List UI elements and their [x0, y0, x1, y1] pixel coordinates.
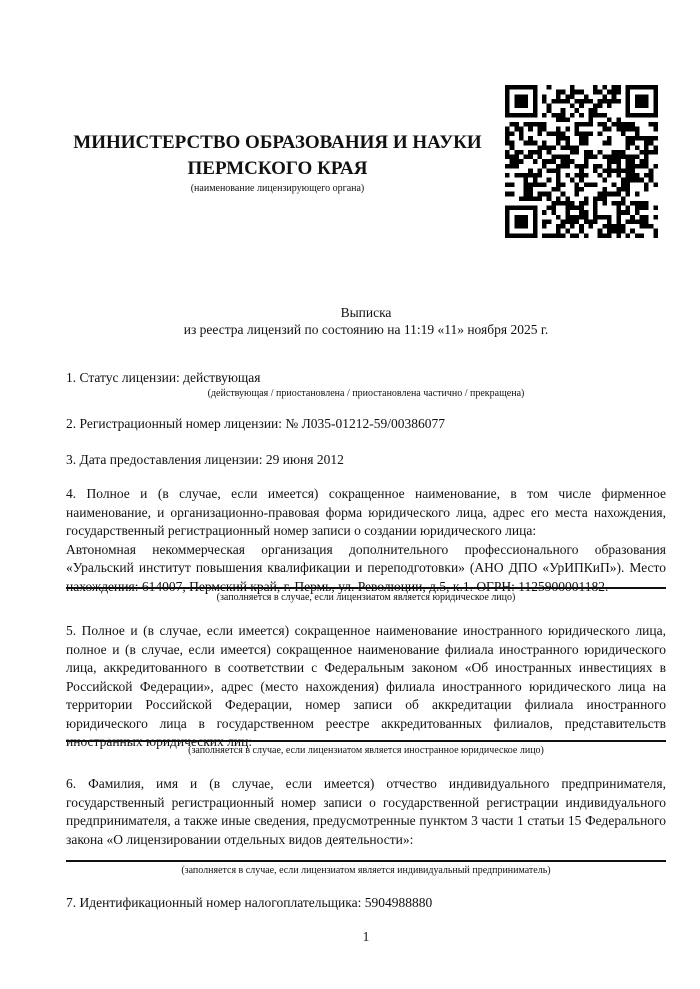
document-subtitle: из реестра лицензий по состоянию на 11:19 «11» ноября 2025 г.	[183, 322, 549, 337]
authority-note: (наименование лицензирующего органа)	[190, 183, 365, 194]
divider	[66, 587, 666, 589]
divider	[66, 740, 666, 742]
qr-modules	[505, 85, 658, 238]
license-status: 1. Статус лицензии: действующая	[66, 370, 261, 385]
licensing-authority-name	[60, 130, 495, 182]
entrepreneur-note: (заполняется в случае, если лицензиатом является индивидуальный предприниматель)	[181, 865, 551, 876]
authority-line-2: ПЕРМСКОГО КРАЯ	[187, 158, 368, 179]
legal-entity-value: Автономная некоммерческая организация дополнительного профессионального образования «Уральский институт повышения квалификации и переподготовки» (АНО ДПО «УрИПКиП»). Место нахождения: 614007, Пермский край, г. Пермь, ул. Революции, д.5, к.1. ОГРН: 1125900001182.	[66, 541, 666, 594]
page-number: 1	[362, 929, 370, 944]
authority-line-1: МИНИСТЕРСТВО ОБРАЗОВАНИЯ И НАУКИ	[73, 132, 482, 153]
document-title: Выписка	[340, 305, 392, 320]
inn: 7. Идентификационный номер налогоплательщика: 5904988880	[66, 895, 433, 910]
foreign-entity-note: (заполняется в случае, если лицензиатом является иностранное юридическое лицо)	[188, 745, 544, 756]
legal-entity-note: (заполняется в случае, если лицензиатом является юридическое лицо)	[216, 592, 516, 603]
divider	[66, 860, 666, 862]
legal-entity-section	[66, 485, 666, 596]
foreign-entity-label: 5. Полное и (в случае, если имеется) сокращенное наименование иностранного юридического лица, полное и (в случае, если имеется) сокращенное наименование филиала иностранного юридического лица, аккредитованного в соответствии с Федеральным законом «Об иностранных инвестициях в Российской Федерации», адрес (место нахождения) филиала иностранного юридического лица на территории Российской Федерации, номер записи об аккредитации филиала иностранного юридического лица в государственном реестре аккредитованных филиалов, представительств иностранных юридических лиц:	[66, 623, 666, 749]
license-status-note: (действующая / приостановлена / приостановлена частично / прекращена)	[207, 388, 525, 399]
qr-code	[505, 85, 658, 238]
license-date: 3. Дата предоставления лицензии: 29 июня 2012	[66, 452, 344, 467]
license-reg-number: 2. Регистрационный номер лицензии: № Л035-01212-59/00386077	[66, 416, 446, 431]
legal-entity-label: 4. Полное и (в случае, если имеется) сокращенное наименование, в том числе фирменное наименование, и организационно-правовая форма юридического лица, адрес его места нахождения, государственный регистрационный номер записи о создании юридического лица:	[66, 486, 666, 538]
entrepreneur-label: 6. Фамилия, имя и (в случае, если имеется) отчество индивидуального предпринимателя, государственный регистрационный номер записи о государственной регистрации индивидуального предпринимателя, а также иные сведения, предусмотренные пунктом 3 части 1 статьи 15 Федерального закона «О лицензировании отдельных видов деятельности»:	[66, 776, 666, 847]
